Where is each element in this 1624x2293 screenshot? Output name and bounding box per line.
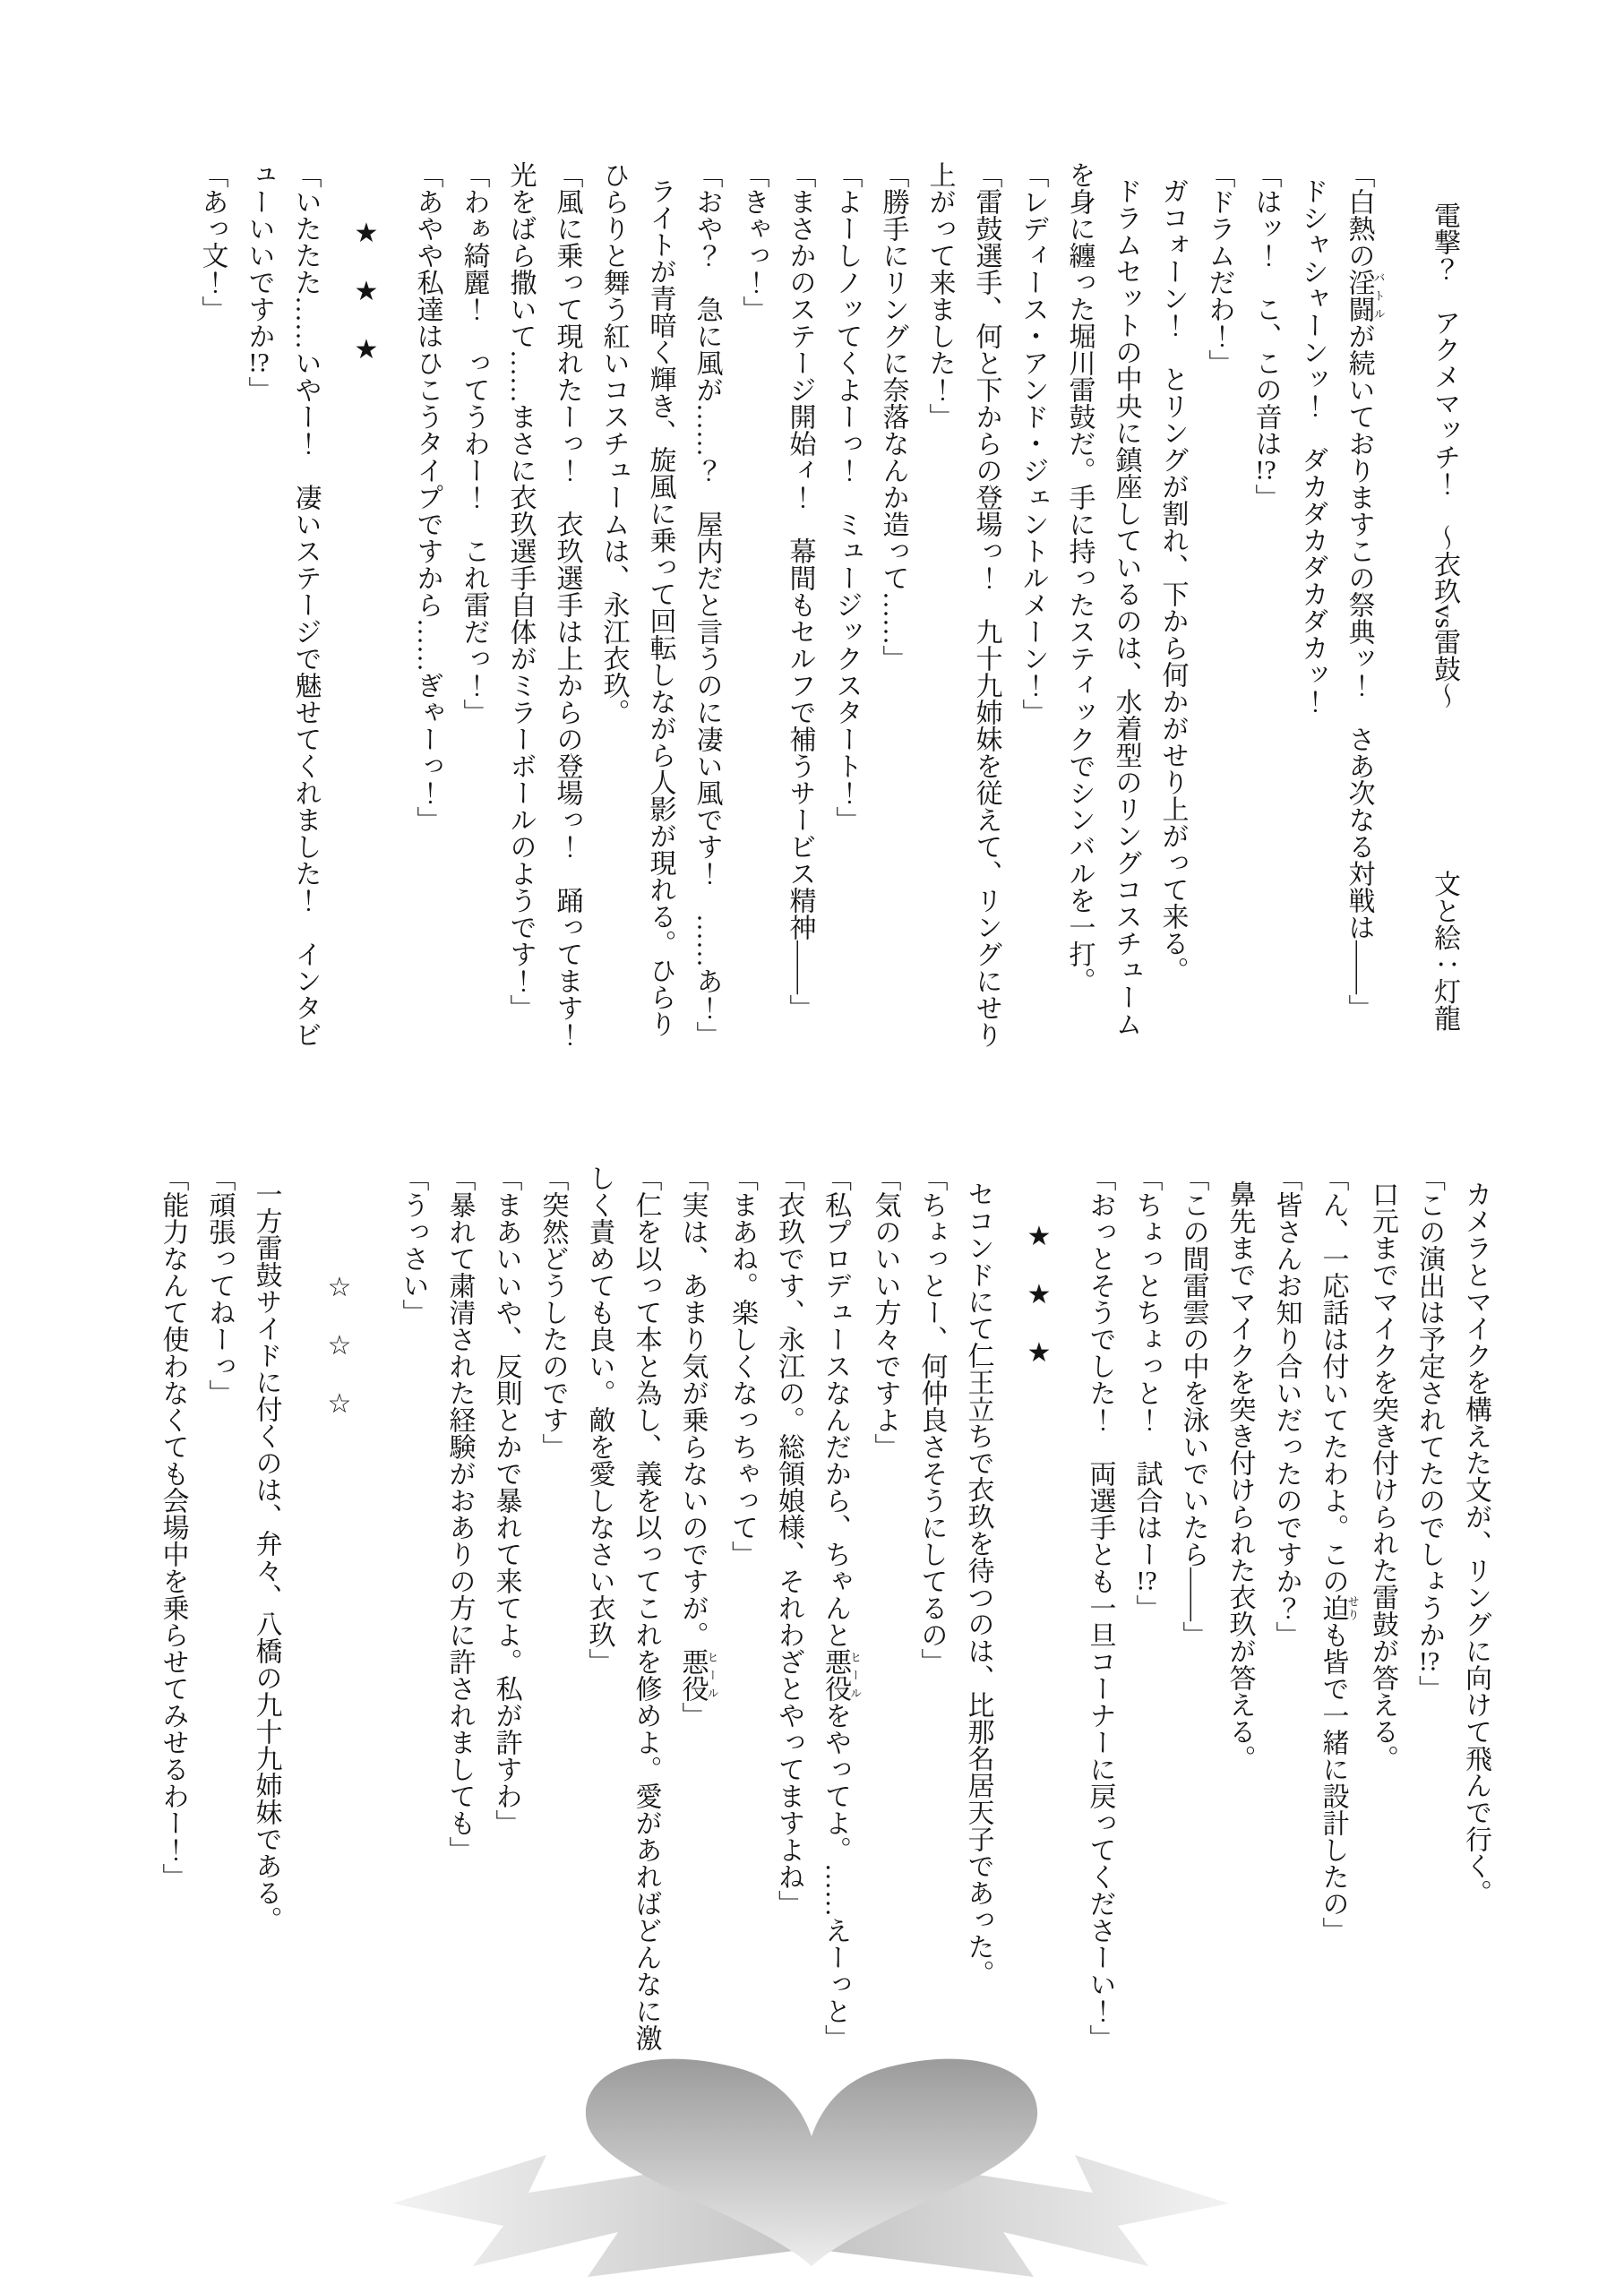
narration-line: セコンドにて仁王立ちで衣玖を待つのは、比那名居天子であった。 (963, 1181, 993, 1987)
dialogue-line: 「ちょっとちょっと！ 試合はー!?」 (1131, 1164, 1162, 1621)
dialogue-line: 「この間雷雲の中を泳いでいたら——」 (1178, 1164, 1208, 1648)
dialogue-line: 「いたたた……いやー！ 凄いステージで魅せてくれました！ インタビ ューいいですか!?」 (244, 161, 321, 1048)
dialogue-line: 「頑張ってねーっ」 (204, 1164, 235, 1406)
dialogue-line: 「皆さんお知り合いだったのですか？」 (1271, 1164, 1302, 1648)
dialogue-line: 「まさかのステージ開始ィ！ 幕間もセルフで補うサービス精神——」 (785, 161, 815, 1021)
separator-black-stars: ★ ★ ★ (351, 218, 382, 365)
dialogue-line: 「衣玖です、永江の。総領娘様、それわざとやってますよね」 (774, 1164, 803, 1917)
tatechuyoko-text: !? (248, 349, 270, 376)
tatechuyoko-text: !? (1136, 1567, 1157, 1594)
dialogue-line: 「白熱の淫闘バトルが続いておりますこの祭典ッ！ さあ次なる対戦は——」 (1344, 161, 1386, 1021)
dialogue-line: 「きゃっ！」 (738, 161, 769, 322)
dialogue-line: 「暴れて粛清された経験がおありの方に許されましても」 (444, 1164, 475, 1863)
text-band-top (189, 161, 1468, 1088)
dialogue-line: 「うっさい」 (398, 1164, 428, 1326)
separator-white-stars: ☆ ☆ ☆ (324, 1272, 355, 1420)
dialogue-line: 「ドラムだわ！」 (1204, 161, 1234, 376)
dialogue-line: 「能力なんて使わなくても会場中を乗らせてみせるわー！」 (158, 1164, 188, 1890)
narration-line: 口元までマイクを突き付けられた雷鼓が答える。 (1368, 1181, 1397, 1772)
dialogue-line: 「あっ文！」 (197, 161, 228, 322)
narration-line: ドシャシャーンッ！ ダカダカダカダカッ！ (1297, 177, 1328, 715)
dialogue-line: 「ちょっとー、何仲良さそうにしてるの」 (916, 1164, 947, 1675)
dialogue-line: 「風に乗って現れたーっ！ 衣玖選手は上からの登場っ！ 踊ってます！ 光をばら撒いて……まさに衣玖選手自体がミラーボールのようです！」 (505, 161, 582, 1048)
dialogue-line: 「突然どうしたのです」 (537, 1164, 568, 1460)
narration-line: カメラとマイクを構えた文が、リングに向けて飛んで行く。 (1461, 1181, 1491, 1906)
narration-line: 鼻先までマイクを突き付けられた衣玖が答える。 (1224, 1181, 1255, 1772)
dialogue-line: 「まあいいや、反則とかで暴れて来てよ。私が許すわ」 (491, 1164, 521, 1836)
dialogue-line: 「実は、あまり気が乗らないのですが。悪役ヒール」 (677, 1164, 719, 1729)
dialogue-line: 「レディース・アンド・ジェントルメーン！」 (1018, 161, 1048, 726)
dialogue-line: 「気のいい方々ですよ」 (870, 1164, 900, 1460)
text-band-bottom (150, 1164, 1499, 2074)
dialogue-line: 「この演出は予定されてたのでしょうか!?」 (1414, 1164, 1444, 1702)
story-title-and-credit: 電撃？ アクメマッチ！ ～衣玖vs雷鼓～ 文と絵：灯龍 (1430, 202, 1459, 1032)
tatechuyoko-text: !? (1418, 1648, 1440, 1675)
dialogue-line: 「よーしノッてくよーっ！ ミュージックスタート！」 (831, 161, 862, 833)
narration-line: ドラムセットの中央に鎮座しているのは、水着型のリングコスチューム を身に纏った堀川雷鼓だ。手に持ったスティックでシンバルを一打。 (1064, 161, 1141, 1037)
dialogue-line: 「おや？ 急に風が……？ 屋内だと言うのに凄い風です！ ……あ！」 (692, 161, 722, 1048)
dialogue-line: 「私プロデュースなんだから、ちゃんと悪役ヒールをやってよ。……えーっと」 (821, 1164, 862, 2051)
dialogue-line: 「わぁ綺麗！ ってうわー！ これ雷だっ！」 (459, 161, 489, 726)
heart-lightning-graphic (385, 2042, 1236, 2293)
dialogue-line: 「おっとそうでした！ 両選手とも一旦コーナーに戻ってくださーい！」 (1085, 1164, 1115, 2051)
dialogue-line: 「あやや私達はひこうタイプですから……ぎゃーっ！」 (412, 161, 443, 833)
dialogue-line: 「勝手にリングに奈落なんか造って……」 (878, 161, 908, 672)
separator-black-stars: ★ ★ ★ (1024, 1221, 1054, 1369)
narration-line: ガコォーン！ とリングが割れ、下から何かがせり上がって来る。 (1157, 177, 1188, 983)
dialogue-line: 「仁を以って本と為し、義を以ってこれを修めよ。愛があればどんなに激 しく責めても良い。敵を愛しなさい衣玖」 (584, 1164, 661, 2051)
dialogue-line: 「雷鼓選手、何と下からの登場っ！ 九十九姉妹を従えて、リングにせり 上がって来ました！」 (924, 161, 1001, 1048)
dialogue-line: 「まあね。楽しくなっちゃって」 (727, 1164, 757, 1567)
tatechuyoko-text: !? (1255, 457, 1276, 484)
narration-line: 一方雷鼓サイドに付くのは、弁々、八橋の九十九姉妹である。 (251, 1181, 281, 1933)
dialogue-line: 「ん、一応話は付いてたわよ。この迫せりも皆で一緒に設計したの」 (1318, 1164, 1360, 1944)
dialogue-line: 「はッ！ こ、この音は!?」 (1250, 161, 1281, 511)
narration-line: ライトが青暗く輝き、旋風に乗って回転しながら人影が現れる。ひらり ひらりと舞う紅いコスチュームは、永江衣玖。 (598, 161, 675, 1037)
